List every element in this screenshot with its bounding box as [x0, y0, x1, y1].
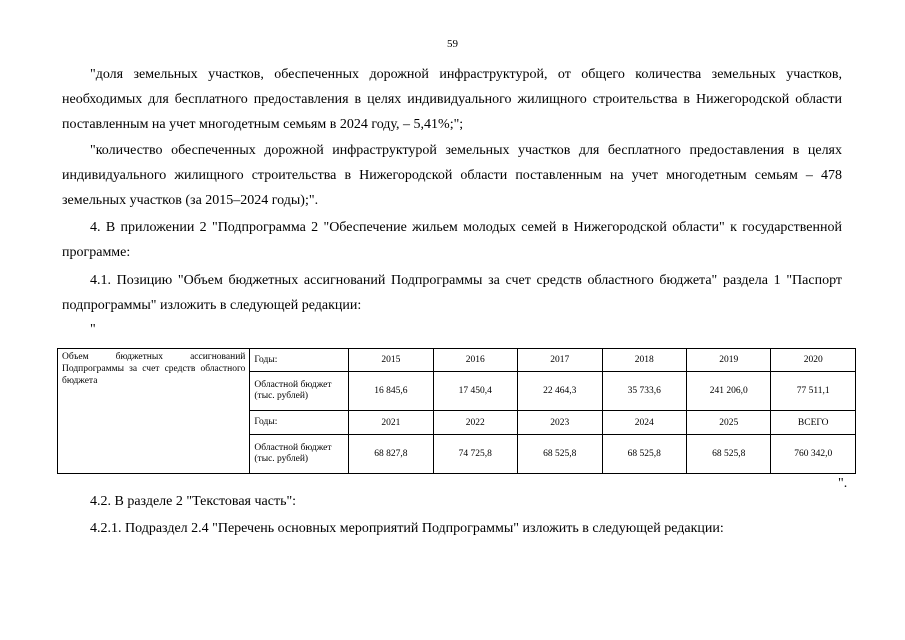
quote-open: ": [90, 322, 96, 337]
year-cell: 2024: [602, 411, 686, 434]
value-cell: 241 206,0: [686, 372, 770, 411]
paragraph-appendix-2: 4. В приложении 2 "Подпрограмма 2 "Обеспечение жильем молодых семей в Нижегородской области" к государственной программе:: [62, 220, 842, 260]
year-cell: 2016: [433, 349, 517, 372]
table-row: [58, 349, 856, 372]
year-cell: 2025: [686, 411, 770, 434]
value-cell: 68 525,8: [602, 434, 686, 473]
value-cell: 68 525,8: [518, 434, 602, 473]
year-cell: 2018: [602, 349, 686, 372]
total-value-cell: 760 342,0: [771, 434, 856, 473]
paragraph-4-1: 4.1. Позицию "Объем бюджетных ассигнований Подпрограммы за счет средств областного бюджета" раздела 1 "Паспорт подпрограммы" изложить в следующей редакции:: [62, 273, 842, 313]
value-cell: 35 733,6: [602, 372, 686, 411]
year-cell: 2015: [349, 349, 433, 372]
year-cell: 2017: [518, 349, 602, 372]
page-number: 59: [447, 38, 458, 50]
year-cell: 2021: [349, 411, 433, 434]
paragraph-land-plots-count: "количество обеспеченных дорожной инфраструктурой земельных участков для бесплатного предоставления в целях индивидуального жилищного строительства в Нижегородской области поставленным на учет многодетным семьям – 478 земельных участков (за 2015–2024 годы);".: [62, 143, 842, 208]
paragraph-land-plots-share: "доля земельных участков, обеспеченных дорожной инфраструктурой, от общего количества земельных участков, необходимых для бесплатного предоставления в целях индивидуального жилищного строительства в Нижегородской области поставленным на учет многодетным семьям в 2024 году, – 5,41%;";: [62, 67, 842, 132]
year-cell: 2022: [433, 411, 517, 434]
year-cell: 2023: [518, 411, 602, 434]
year-cell: 2020: [771, 349, 856, 372]
budget-row-label: Областной бюджет (тыс. рублей): [250, 372, 349, 411]
quote-close: ".: [838, 476, 848, 491]
value-cell: 74 725,8: [433, 434, 517, 473]
year-cell: 2019: [686, 349, 770, 372]
budget-label-cell: Объем бюджетных ассигнований Подпрограммы за счет средств областного бюджета: [58, 349, 250, 474]
years-label: Годы:: [250, 349, 349, 372]
budget-passport-table: [57, 348, 856, 474]
value-cell: 16 845,6: [349, 372, 433, 411]
value-cell: 68 525,8: [686, 434, 770, 473]
budget-row-label: Областной бюджет (тыс. рублей): [250, 434, 349, 473]
total-header-cell: ВСЕГО: [771, 411, 856, 434]
value-cell: 77 511,1: [771, 372, 856, 411]
value-cell: 68 827,8: [349, 434, 433, 473]
value-cell: 17 450,4: [433, 372, 517, 411]
years-label: Годы:: [250, 411, 349, 434]
paragraph-4-2-1: 4.2.1. Подраздел 2.4 "Перечень основных мероприятий Подпрограммы" изложить в следующей редакции:: [90, 521, 724, 536]
paragraph-4-2: 4.2. В разделе 2 "Текстовая часть":: [90, 494, 297, 509]
value-cell: 22 464,3: [518, 372, 602, 411]
